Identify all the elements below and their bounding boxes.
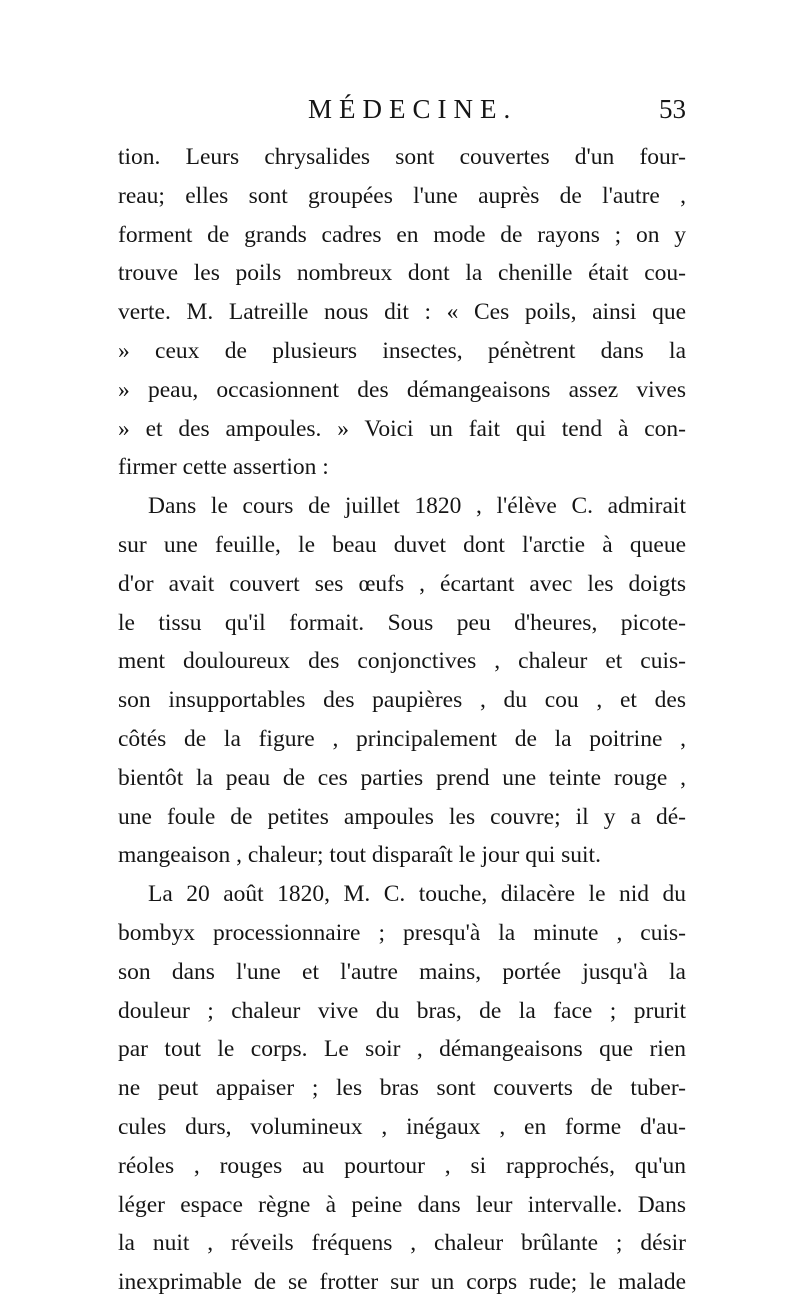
text-line: côtés de la figure , principalement de la poitrine , xyxy=(118,725,686,752)
text-line: par tout le corps. Le soir , démangeaisons que rien xyxy=(118,1036,686,1063)
text-line: son insupportables des paupières , du cou , et des xyxy=(118,687,686,714)
text-line: » et des ampoules. » Voici un fait qui tend à con- xyxy=(118,415,686,442)
text-line: mangeaison , chaleur; tout disparaît le jour qui suit. xyxy=(118,842,601,869)
text-line: » peau, occasionnent des démangeaisons assez vives xyxy=(118,376,686,403)
text-line: ne peut appaiser ; les bras sont couverts de tuber- xyxy=(118,1075,686,1102)
text-line: bombyx processionnaire ; presqu'à la minute , cuis- xyxy=(118,919,686,946)
text-line: douleur ; chaleur vive du bras, de la face ; prurit xyxy=(118,997,686,1024)
text-line: léger espace règne à peine dans leur intervalle. Dans xyxy=(118,1191,686,1218)
text-line: bientôt la peau de ces parties prend une teinte rouge , xyxy=(118,764,686,791)
page-number: 53 xyxy=(659,94,686,124)
text-line: La 20 août 1820, M. C. touche, dilacère le nid du xyxy=(148,881,686,908)
text-line: le tissu qu'il formait. Sous peu d'heures, picote- xyxy=(118,609,686,636)
text-line: cules durs, volumineux , inégaux , en forme d'au- xyxy=(118,1113,686,1140)
text-line: ment douloureux des conjonctives , chaleur et cuis- xyxy=(118,648,686,675)
text-line: firmer cette assertion : xyxy=(118,454,329,481)
text-line: d'or avait couvert ses œufs , écartant avec les doigts xyxy=(118,570,686,597)
text-line: sur une feuille, le beau duvet dont l'arctie à queue xyxy=(118,531,686,558)
text-line: la nuit , réveils fréquens , chaleur brûlante ; désir xyxy=(118,1230,686,1257)
body-text xyxy=(118,138,686,1302)
text-line: Dans le cours de juillet 1820 , l'élève C. admirait xyxy=(148,493,686,520)
text-line: inexprimable de se frotter sur un corps rude; le malade xyxy=(118,1269,686,1296)
page-header xyxy=(118,92,686,132)
text-line: tion. Leurs chrysalides sont couvertes d'un four- xyxy=(118,144,686,170)
text-line: » ceux de plusieurs insectes, pénètrent dans la xyxy=(118,337,686,364)
text-line: verte. M. Latreille nous dit : « Ces poils, ainsi que xyxy=(118,299,686,326)
text-line: trouve les poils nombreux dont la chenille était cou- xyxy=(118,260,686,287)
running-title: MÉDECINE. xyxy=(308,94,518,124)
text-line: une foule de petites ampoules les couvre; il y a dé- xyxy=(118,803,686,830)
text-line: réoles , rouges au pourtour , si rapprochés, qu'un xyxy=(118,1152,686,1179)
text-line: son dans l'une et l'autre mains, portée jusqu'à la xyxy=(118,958,686,985)
text-line: forment de grands cadres en mode de rayons ; on y xyxy=(118,221,686,248)
text-line: reau; elles sont groupées l'une auprès de l'autre , xyxy=(118,182,686,209)
